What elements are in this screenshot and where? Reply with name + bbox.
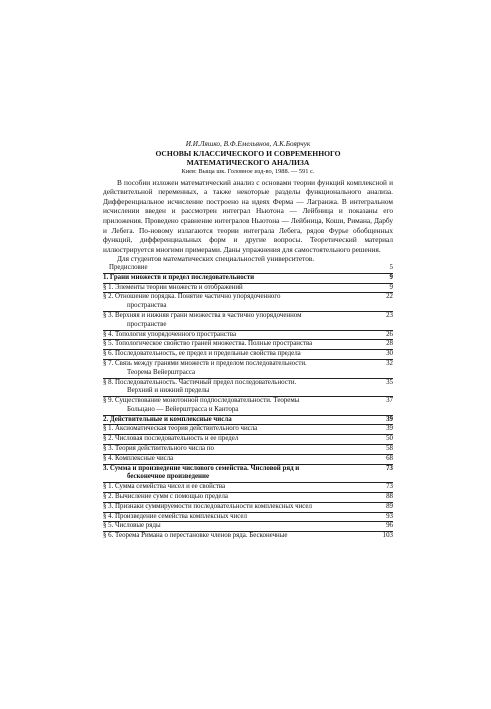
toc-page-number: 30 xyxy=(371,350,393,360)
toc-entry xyxy=(103,532,371,541)
toc-entry-text: § 1. Сумма семейства чисел и ее свойства xyxy=(103,483,226,491)
toc-row xyxy=(103,425,393,435)
toc-entry-text: § 1. Элементы теории множеств и отображений xyxy=(103,283,243,291)
toc-entry-text: § 7. Связь между гранями множеств и пределом последовательности. xyxy=(103,359,307,367)
toc-row xyxy=(103,397,393,416)
toc-row xyxy=(103,378,393,397)
book-title xyxy=(103,150,393,168)
toc-page-number: 35 xyxy=(371,378,393,397)
toc-entry-text: § 5. Числовые ряды xyxy=(103,522,161,530)
toc-entry-continuation: бесконечное произведение xyxy=(127,473,210,481)
toc-row xyxy=(103,532,393,541)
toc-row xyxy=(103,493,393,503)
toc-entry xyxy=(103,397,371,416)
toc-entry xyxy=(103,445,371,455)
toc-entry-text: § 4. Произведение семейства комплексных чисел xyxy=(103,512,247,520)
toc-page-number: 88 xyxy=(371,493,393,503)
toc-page-number: 9 xyxy=(371,283,393,293)
toc-page-number: 23 xyxy=(371,311,393,330)
toc-entry-text: § 3. Признаки суммируемости последовательности комплексных чисел xyxy=(103,502,312,510)
toc-entry-text: § 9. Существование монотонной подпоследовательности. Теоремы xyxy=(103,397,300,405)
toc-row xyxy=(103,330,393,340)
toc-chapter-row xyxy=(103,415,393,425)
toc-page-number: 58 xyxy=(371,445,393,455)
toc-entry xyxy=(103,464,371,483)
toc-row xyxy=(103,311,393,330)
document-page xyxy=(103,140,393,541)
toc-row xyxy=(103,359,393,378)
toc-entry xyxy=(103,378,371,397)
toc-entry xyxy=(103,502,371,512)
toc-entry xyxy=(103,350,371,360)
audience-note: Для студентов математических специальностей университетов. xyxy=(117,254,315,264)
toc-page-number: 39 xyxy=(371,415,393,425)
toc-page-number: 93 xyxy=(371,512,393,522)
toc-entry xyxy=(103,493,371,503)
toc-page-number: 28 xyxy=(371,340,393,350)
toc-row xyxy=(103,350,393,360)
toc-entry-text: Предисловие xyxy=(109,263,148,271)
toc-row xyxy=(103,435,393,445)
toc-row xyxy=(103,445,393,455)
toc-entry-text: § 2. Числовая последовательность и ее предел xyxy=(103,435,239,443)
toc-entry xyxy=(103,359,371,378)
title-line: ОСНОВЫ КЛАССИЧЕСКОГО И СОВРЕМЕННОГО xyxy=(155,149,341,158)
toc-entry-text: § 5. Топологическое свойство граней множества. Полные пространства xyxy=(103,340,313,348)
toc-entry-continuation: пространства xyxy=(127,302,167,310)
toc-entry xyxy=(103,435,371,445)
toc-page-number: 73 xyxy=(371,483,393,493)
toc-page-number: 22 xyxy=(371,293,393,312)
toc-entry xyxy=(103,522,371,532)
toc-entry xyxy=(103,454,371,464)
toc-entry xyxy=(103,311,371,330)
authors: И.И.Ляшко, В.Ф.Емельянов, А.К.Боярчук xyxy=(185,140,311,148)
toc-row xyxy=(103,522,393,532)
toc-page-number: 89 xyxy=(371,502,393,512)
toc-entry xyxy=(103,512,371,522)
toc-page-number: 68 xyxy=(371,454,393,464)
toc-entry-continuation: Верхний и нижний пределы xyxy=(127,387,210,395)
toc-entry-text: § 8. Последовательность. Частичный предел последовательности. xyxy=(103,378,297,386)
toc-page-number: 5 xyxy=(389,263,393,271)
toc-page-number: 26 xyxy=(371,330,393,340)
title-line: МАТЕМАТИЧЕСКОГО АНАЛИЗА xyxy=(186,157,310,167)
toc-chapter-row xyxy=(103,464,393,483)
toc-entry xyxy=(103,273,371,283)
toc-page-number: 32 xyxy=(371,359,393,378)
toc-row xyxy=(103,293,393,312)
toc-entry xyxy=(103,293,371,312)
toc-entry-continuation: Теорема Вейерштрасса xyxy=(127,368,196,376)
toc-entry-text: § 4. Топология упорядоченного пространства xyxy=(103,330,237,338)
toc-entry xyxy=(103,330,371,340)
toc-entry-text: 3. Сумма и произведение числового семейства. Числовой ряд и xyxy=(103,464,300,472)
toc-row xyxy=(103,340,393,350)
toc-row xyxy=(103,454,393,464)
toc-page-number: 9 xyxy=(371,273,393,283)
toc-entry xyxy=(103,264,371,273)
toc-page-number: 39 xyxy=(371,425,393,435)
publisher-info: Киев: Выща шк. Головное изд-во, 1988. — 591 с. xyxy=(181,167,315,175)
table-of-contents xyxy=(103,264,393,541)
toc-page-number: 37 xyxy=(371,397,393,416)
toc-page-number: 50 xyxy=(371,435,393,445)
toc-row xyxy=(103,283,393,293)
toc-entry-text: § 4. Комплексные числа xyxy=(103,454,174,462)
abstract: В пособии изложен математический анализ с основами теории функций комплексной и действительной переменных, а также некоторые разделы функционального анализа. Дифференциальное исчисление построено на идеях Ферма — Лагранжа. В интегральном исчислении введен и рассмотрен интеграл Ньютона — Лейбница и показаны его приложения. Проведено сравнение интегралов Ньютона — Лейбница, Коши, Римана, Дарбу и Лебега. По-новому излагаются теории интеграла Лебега, рядов Фурье обобщенных функций, дифференциальных форм и другие вопросы. Теоретический материал иллюстрируется многими примерами. Даны упражнения для самостоятельного решения. xyxy=(103,177,393,254)
toc-entry-text: 1. Грани множеств и предел последовательности xyxy=(103,273,255,281)
toc-page-number: 96 xyxy=(371,522,393,532)
toc-entry xyxy=(103,425,371,435)
toc-row xyxy=(103,502,393,512)
toc-entry xyxy=(103,283,371,293)
toc-entry-text: § 2. Вычисление сумм с помощью предела xyxy=(103,493,228,501)
toc-entry-text: § 6. Последовательность, ее предел и предельные свойства предела xyxy=(103,350,301,358)
toc-page-number: 73 xyxy=(371,464,393,483)
toc-entry xyxy=(103,340,371,350)
toc-entry-text: § 6. Теорема Римана о перестановке членов ряда. Бесконечные xyxy=(103,532,288,540)
toc-entry-text: § 3. Верхняя и нижняя грани множества в частично упорядоченном xyxy=(103,311,302,319)
toc-entry-continuation: Больцано — Вейерштрасса и Кантора xyxy=(127,405,239,413)
toc-row xyxy=(103,264,393,273)
toc-entry-continuation: пространстве xyxy=(127,320,167,328)
toc-entry-text: § 1. Аксиоматическая теория действительного числа xyxy=(103,425,258,433)
toc-entry xyxy=(103,415,371,425)
toc-entry-text: § 2. Отношение порядка. Понятие частично упорядоченного xyxy=(103,293,281,301)
toc-entry xyxy=(103,483,371,493)
toc-row xyxy=(103,512,393,522)
toc-page-number: 103 xyxy=(371,532,393,541)
toc-entry-text: § 3. Теория действительного числа по xyxy=(103,445,214,453)
toc-row xyxy=(103,483,393,493)
toc-entry-text: 2. Действительные и комплексные числа xyxy=(103,415,232,423)
toc-chapter-row xyxy=(103,273,393,283)
